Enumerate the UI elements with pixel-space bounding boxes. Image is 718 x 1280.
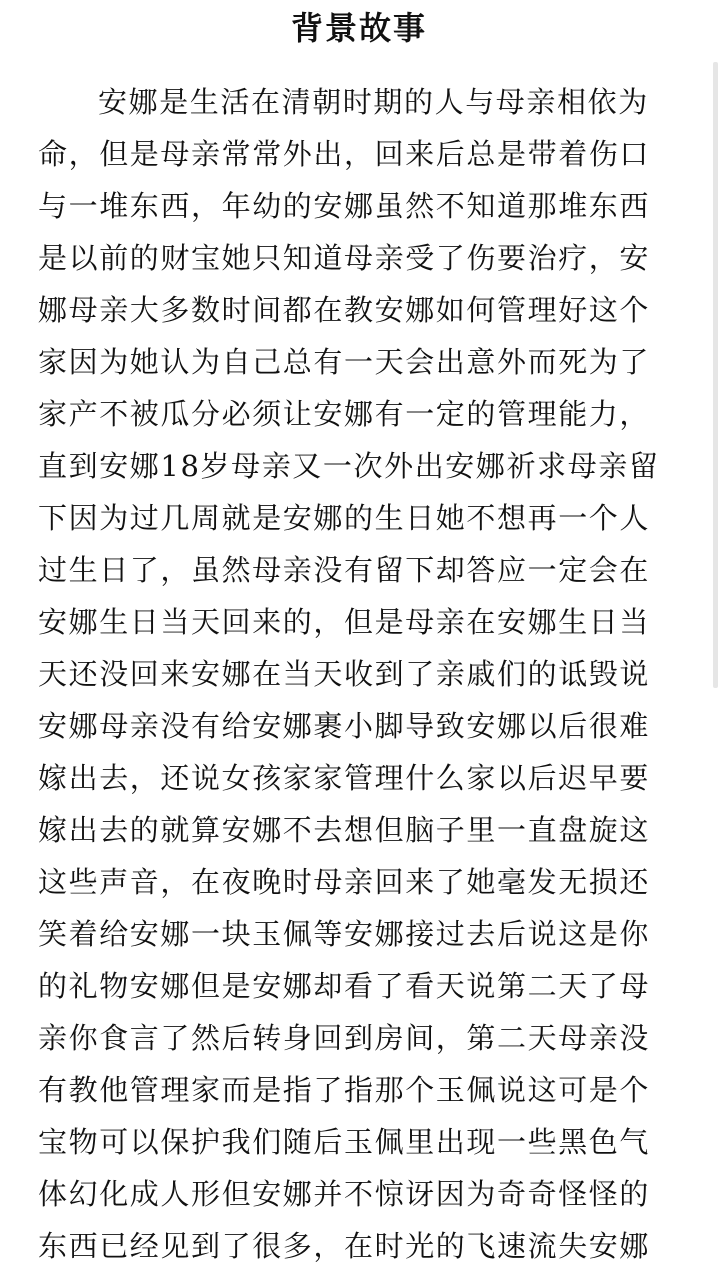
story-line: 嫁出去，还说女孩家家管理什么家以后迟早要	[38, 761, 651, 795]
story-body	[38, 76, 678, 1272]
story-line: 天还没回来安娜在当天收到了亲戚们的诋毁说	[38, 657, 651, 691]
story-line: 过生日了，虽然母亲没有留下却答应一定会在	[38, 553, 651, 587]
story-line: 笑着给安娜一块玉佩等安娜接过去后说这是你	[38, 917, 651, 951]
story-line: 宝物可以保护我们随后玉佩里出现一些黑色气	[38, 1125, 651, 1159]
story-line: 亲你食言了然后转身回到房间，第二天母亲没	[38, 1021, 651, 1055]
story-line: 是以前的财宝她只知道母亲受了伤要治疗，安	[38, 241, 651, 275]
story-line: 体幻化成人形但安娜并不惊讶因为奇奇怪怪的	[38, 1177, 651, 1211]
story-line: 的礼物安娜但是安娜却看了看天说第二天了母	[38, 969, 651, 1003]
story-line: 命，但是母亲常常外出，回来后总是带着伤口	[38, 137, 651, 171]
story-line: 安娜是生活在清朝时期的人与母亲相依为	[98, 85, 649, 119]
story-line: 家因为她认为自己总有一天会出意外而死为了	[38, 345, 651, 379]
story-line: 这些声音，在夜晚时母亲回来了她毫发无损还	[38, 865, 651, 899]
page-title: 背景故事	[290, 9, 427, 47]
story-line: 安娜母亲没有给安娜裹小脚导致安娜以后很难	[38, 709, 651, 743]
story-line: 娜母亲大多数时间都在教安娜如何管理好这个	[38, 293, 651, 327]
story-line: 东西已经见到了很多，在时光的飞速流失安娜	[38, 1229, 651, 1263]
story-line: 嫁出去的就算安娜不去想但脑子里一直盘旋这	[38, 813, 651, 847]
story-line: 下因为过几周就是安娜的生日她不想再一个人	[38, 501, 651, 535]
story-line: 有教他管理家而是指了指那个玉佩说这可是个	[38, 1073, 651, 1107]
story-line: 直到安娜18岁母亲又一次外出安娜祈求母亲留	[38, 449, 660, 483]
story-line: 与一堆东西，年幼的安娜虽然不知道那堆东西	[38, 189, 651, 223]
story-line: 家产不被瓜分必须让安娜有一定的管理能力，	[38, 397, 651, 431]
story-line: 安娜生日当天回来的，但是母亲在安娜生日当	[38, 605, 651, 639]
scrollbar[interactable]	[713, 62, 718, 688]
